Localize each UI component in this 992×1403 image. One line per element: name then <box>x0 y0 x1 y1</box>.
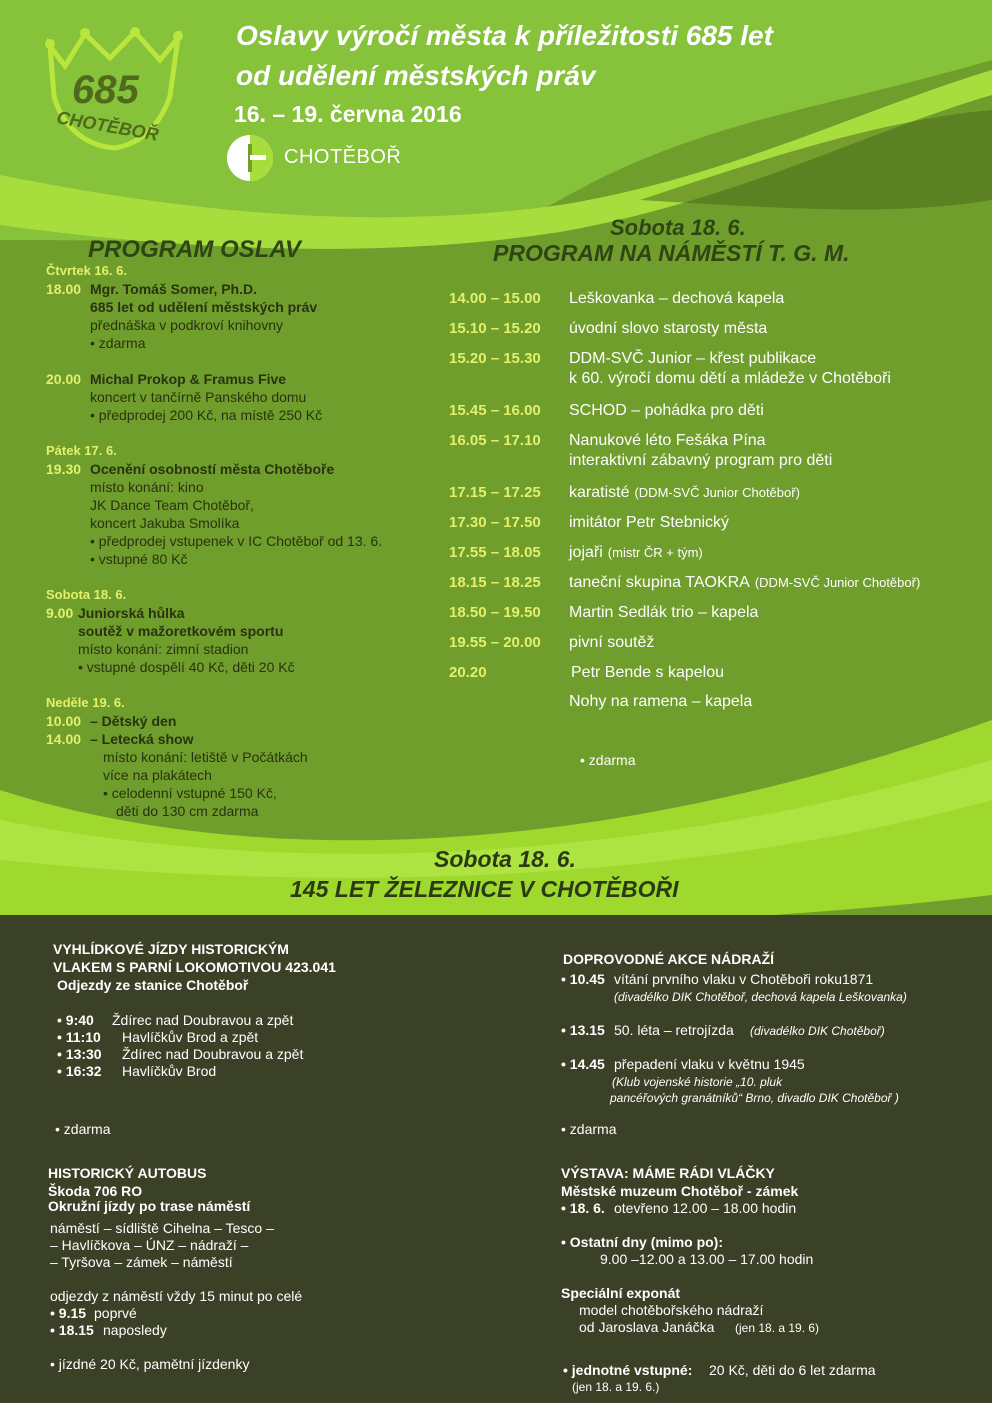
logo-text: CHOTĚBOŘ <box>55 107 161 145</box>
event-detail: děti do 130 cm zdarma <box>116 803 259 819</box>
railway-title-line2: 145 LET ŽELEZNICE V CHOTĚBOŘI <box>290 876 679 902</box>
station-event-time: • 13.15 <box>561 1022 605 1038</box>
train-ride-time: • 11:10 <box>57 1029 101 1045</box>
station-event-note: (Klub vojenské historie „10. pluk <box>612 1075 783 1089</box>
bus-model: Škoda 706 RO <box>48 1183 143 1199</box>
program-time: 16.05 – 17.10 <box>449 432 541 449</box>
program-event-text: Petr Bende s kapelou <box>571 664 724 681</box>
train-subtitle: Odjezdy ze stanice Chotěboř <box>57 977 249 993</box>
station-event-note: (divadélko DIK Chotěboř) <box>750 1024 885 1038</box>
program-time: 20.20 <box>449 664 487 681</box>
station-event-text: přepadení vlaku v květnu 1945 <box>614 1056 805 1072</box>
program-event-note: (mistr ČR + tým) <box>607 545 703 560</box>
event-name: – Letecká show <box>90 731 194 747</box>
event-detail: více na plakátech <box>103 767 212 783</box>
event-name: Juniorská hůlka <box>78 605 185 621</box>
logo-number: 685 <box>72 68 139 112</box>
train-ride-time: • 16:32 <box>57 1063 102 1079</box>
event-detail: soutěž v mažoretkovém sportu <box>78 623 284 639</box>
event-time: 14.00 <box>46 731 82 747</box>
station-event-time: • 10.45 <box>561 971 605 987</box>
train-ride-time: • 9:40 <box>57 1012 94 1028</box>
station-event-note: pancéřových granátníků“ Brno, divadlo DIK Chotěboř ) <box>610 1091 899 1105</box>
bus-subtitle: Okružní jízdy po trase náměstí <box>48 1198 251 1214</box>
train-ride-time: • 13:30 <box>57 1046 102 1062</box>
event-detail: místo konání: zimní stadion <box>78 641 249 657</box>
program-time: 18.15 – 18.25 <box>449 574 541 591</box>
header-title-line2: od udělení městských práv <box>236 60 596 91</box>
program-event-note: (DDM-SVČ Junior Chotěboř) <box>754 575 921 590</box>
event-time: 20.00 <box>46 371 82 387</box>
program-row-continuation: k 60. výročí domu dětí a mládeže v Chotěboři <box>569 370 891 387</box>
program-event <box>569 348 816 370</box>
program-event-text: pivní soutěž <box>569 634 655 651</box>
exhibit-heading: VÝSTAVA: MÁME RÁDI VLÁČKY <box>561 1165 775 1181</box>
event-detail: JK Dance Team Chotěboř, <box>90 497 254 513</box>
bus-last-time: • 18.15 <box>50 1322 94 1338</box>
program-event <box>569 400 764 422</box>
event-time: 18.00 <box>46 281 82 297</box>
program-time: 17.55 – 18.05 <box>449 544 541 561</box>
header-dates: 16. – 19. června 2016 <box>234 101 462 127</box>
event-detail: místo konání: letiště v Počátkách <box>103 749 308 765</box>
program-event <box>569 542 703 564</box>
event-detail: • vstupné 80 Kč <box>90 551 188 567</box>
event-time: 10.00 <box>46 713 82 729</box>
program-event-text: Nanukové léto Fešáka Pína <box>569 432 766 449</box>
station-event-note: (divadélko DIK Chotěboř, dechová kapela Leškovanka) <box>614 990 907 1004</box>
event-detail: místo konání: kino <box>90 479 204 495</box>
exhibit-other-days-label: • Ostatní dny (mimo po): <box>561 1234 724 1250</box>
program-event <box>569 318 767 340</box>
program-time: 17.30 – 17.50 <box>449 514 541 531</box>
exhibit-subtitle: Městské muzeum Chotěboř - zámek <box>561 1183 799 1199</box>
event-time: 19.30 <box>46 461 82 477</box>
program-event <box>569 512 729 534</box>
program-event <box>569 288 784 310</box>
exhibit-special-heading: Speciální exponát <box>561 1285 681 1301</box>
event-detail: přednáška v podkroví knihovny <box>90 317 283 333</box>
program-event-text: taneční skupina TAOKRA <box>569 574 750 591</box>
event-detail: • předprodej 200 Kč, na místě 250 Kč <box>90 407 323 423</box>
program-event-note: (DDM-SVČ Junior Chotěboř) <box>634 485 800 500</box>
program-oslav-title: PROGRAM OSLAV <box>88 236 301 263</box>
event-name: Ocenění osobností města Chotěboře <box>90 461 335 477</box>
program-event-text: Leškovanka – dechová kapela <box>569 290 785 307</box>
bus-route: – Tyršova – zámek – náměstí <box>50 1254 233 1270</box>
bus-first-time: • 9.15 <box>50 1305 87 1321</box>
day-saturday: Sobota 18. 6. <box>46 587 127 602</box>
station-event-text: vítání prvního vlaku v Chotěboři roku1871 <box>614 971 874 987</box>
chotebor-emblem-icon <box>226 134 274 182</box>
railway-title-line1: Sobota 18. 6. <box>434 846 576 872</box>
event-name: Mgr. Tomáš Somer, Ph.D. <box>90 281 258 297</box>
exhibit-day-text: otevřeno 12.00 – 18.00 hodin <box>614 1200 797 1216</box>
program-extra: Nohy na ramena – kapela <box>569 693 753 710</box>
bus-first-text: poprvé <box>94 1305 137 1321</box>
program-time: 15.20 – 15.30 <box>449 350 541 367</box>
program-event-text: DDM-SVČ Junior – křest publikace <box>569 350 817 367</box>
program-event-text: Martin Sedlák trio – kapela <box>569 604 759 621</box>
station-free: • zdarma <box>561 1121 617 1137</box>
header-title-line1: Oslavy výročí města k příležitosti 685 let <box>236 20 773 51</box>
bus-route: náměstí – sídliště Cihelna – Tesco – <box>50 1220 274 1236</box>
event-name: Michal Prokop & Framus Five <box>90 371 287 387</box>
namesti-title-line2: PROGRAM NA NÁMĚSTÍ T. G. M. <box>493 240 850 266</box>
train-ride-destination: Ždírec nad Doubravou a zpět <box>122 1046 304 1062</box>
brand-name: CHOTĚBOŘ <box>284 146 402 168</box>
exhibit-other-days-text: 9.00 –12.00 a 13.00 – 17.00 hodin <box>600 1251 814 1267</box>
program-time: 14.00 – 15.00 <box>449 290 541 307</box>
train-ride-destination: Havlíčkův Brod <box>122 1063 217 1079</box>
program-time: 15.10 – 15.20 <box>449 320 541 337</box>
day-sunday: Neděle 19. 6. <box>46 695 125 710</box>
event-detail: • zdarma <box>90 335 146 351</box>
exhibit-special-note: (jen 18. a 19. 6) <box>735 1321 820 1335</box>
program-event-text: SCHOD – pohádka pro děti <box>569 402 764 419</box>
program-time: 17.15 – 17.25 <box>449 484 541 501</box>
train-heading: VLAKEM S PARNÍ LOKOMOTIVOU 423.041 <box>53 959 336 975</box>
event-detail: • celodenní vstupné 150 Kč, <box>103 785 277 801</box>
bus-departures: odjezdy z náměstí vždy 15 minut po celé <box>50 1288 303 1304</box>
event-detail: • předprodej vstupenek v IC Chotěboř od 13. 6. <box>90 533 383 549</box>
exhibit-special-text: model chotěbořského nádraží <box>579 1302 764 1318</box>
train-ride-destination: Havlíčkův Brod a zpět <box>122 1029 259 1045</box>
bus-fare: • jízdné 20 Kč, pamětní jízdenky <box>50 1356 250 1372</box>
event-detail: • vstupné dospělí 40 Kč, děti 20 Kč <box>78 659 295 675</box>
day-friday: Pátek 17. 6. <box>46 443 117 458</box>
event-detail: koncert Jakuba Smolíka <box>90 515 240 531</box>
program-event <box>569 602 758 624</box>
train-heading: VYHLÍDKOVÉ JÍZDY HISTORICKÝM <box>53 941 289 957</box>
program-event <box>569 572 920 594</box>
program-event-text: karatisté <box>569 484 630 501</box>
station-event-text: 50. léta – retrojízda <box>614 1022 734 1038</box>
namesti-title-line1: Sobota 18. 6. <box>610 215 746 240</box>
program-time: 18.50 – 19.50 <box>449 604 541 621</box>
bus-last-text: naposledy <box>103 1322 167 1338</box>
program-event-text: jojaři <box>569 544 603 561</box>
train-free: • zdarma <box>55 1121 111 1137</box>
bus-heading: HISTORICKÝ AUTOBUS <box>48 1165 207 1181</box>
event-name: – Dětský den <box>90 713 177 729</box>
exhibit-fee-note: (jen 18. a 19. 6.) <box>572 1380 660 1394</box>
exhibit-day-label: • 18. 6. <box>561 1200 605 1216</box>
exhibit-fee-text: 20 Kč, děti do 6 let zdarma <box>709 1362 876 1378</box>
program-event <box>571 662 724 684</box>
program-event <box>569 632 654 654</box>
program-event <box>569 430 766 452</box>
event-detail: koncert v tančírně Panského domu <box>90 389 307 405</box>
program-row-continuation: interaktivní zábavný program pro děti <box>569 452 833 469</box>
program-time: 15.45 – 16.00 <box>449 402 541 419</box>
station-event-time: • 14.45 <box>561 1056 605 1072</box>
day-thursday: Čtvrtek 16. 6. <box>46 263 127 278</box>
brand-logo <box>226 134 274 187</box>
bus-route: – Havlíčkova – ÚNZ – nádraží – <box>50 1237 249 1253</box>
train-ride-destination: Ždírec nad Doubravou a zpět <box>112 1012 294 1028</box>
event-detail: 685 let od udělení městských práv <box>90 299 318 315</box>
program-event <box>569 482 800 504</box>
program-time: 19.55 – 20.00 <box>449 634 541 651</box>
namesti-free: • zdarma <box>580 752 636 768</box>
event-time: 9.00 <box>46 605 74 621</box>
station-heading: DOPROVODNÉ AKCE NÁDRAŽÍ <box>563 951 775 967</box>
logo-685 <box>40 26 190 161</box>
program-event-text: úvodní slovo starosty města <box>569 320 768 337</box>
exhibit-special-text: od Jaroslava Janáčka <box>579 1319 715 1335</box>
program-event-text: imitátor Petr Stebnický <box>569 514 730 531</box>
exhibit-fee-label: • jednotné vstupné: <box>563 1362 693 1378</box>
